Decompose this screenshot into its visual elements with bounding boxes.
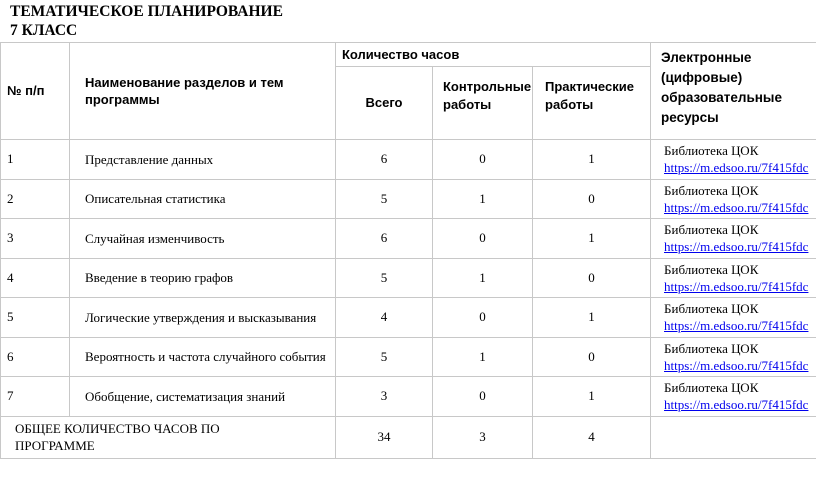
resource-label: Библиотека ЦОК [664,380,759,395]
table-row [1,140,816,180]
row-resource [651,377,816,417]
row-num: 6 [1,337,70,377]
row-total: 5 [336,258,433,298]
table-row [1,337,816,377]
row-control: 0 [433,140,533,180]
header-hours: Количество часов [336,43,651,67]
resource-link[interactable]: https://m.edsoo.ru/7f415fdc [664,278,809,294]
resource-link[interactable]: https://m.edsoo.ru/7f415fdc [664,357,809,373]
resource-link[interactable]: https://m.edsoo.ru/7f415fdc [664,199,809,215]
resource-label: Библиотека ЦОК [664,261,759,277]
resource-label: Библиотека ЦОК [664,222,759,237]
row-practical: 1 [533,140,651,180]
row-num: 5 [1,298,70,338]
row-control: 1 [433,179,533,219]
resource-link[interactable]: https://m.edsoo.ru/7f415fdc [664,318,809,333]
row-name: Случайная изменчивость [70,219,336,259]
row-name: Введение в теорию графов [70,258,336,298]
row-num: 7 [1,377,70,417]
summary-row [1,416,816,458]
resource-link[interactable]: https://m.edsoo.ru/7f415fdc [664,397,809,412]
resource-label: Библиотека ЦОК [664,301,759,316]
table-row [1,377,816,417]
header-practical: Практические работы [533,67,651,140]
resource-link[interactable]: https://m.edsoo.ru/7f415fdc [664,160,809,175]
row-practical: 0 [533,179,651,219]
header-control: Контрольные работы [433,67,533,140]
row-resource [651,258,816,298]
summary-resource [651,416,816,458]
row-practical: 0 [533,258,651,298]
row-resource [651,219,816,259]
row-control: 1 [433,258,533,298]
resource-label: Библиотека ЦОК [664,143,759,158]
header-num: № п/п [1,43,70,140]
row-total: 5 [336,337,433,377]
table-row [1,219,816,259]
row-practical: 1 [533,298,651,338]
row-total: 6 [336,140,433,180]
row-practical: 1 [533,219,651,259]
summary-practical: 4 [533,416,651,458]
summary-total: 34 [336,416,433,458]
resource-link[interactable]: https://m.edsoo.ru/7f415fdc [664,239,809,254]
row-total: 4 [336,298,433,338]
table-row [1,179,816,219]
row-practical: 0 [533,337,651,377]
row-resource [651,298,816,338]
row-name: Логические утверждения и высказывания [70,298,336,338]
row-control: 0 [433,298,533,338]
row-resource [651,140,816,180]
row-num: 4 [1,258,70,298]
table-row [1,258,816,298]
header-resources: Электронные (цифровые) образовательные ресурсы [651,43,816,140]
row-resource [651,179,816,219]
header-name: Наименование разделов и тем программы [70,43,336,140]
summary-label: ОБЩЕЕ КОЛИЧЕСТВО ЧАСОВ ПО ПРОГРАММЕ [1,416,336,458]
title-line-2: 7 КЛАСС [10,22,78,39]
header-row [1,43,816,67]
document-title [10,2,283,40]
table-row [1,298,816,338]
row-total: 6 [336,219,433,259]
row-num: 1 [1,140,70,180]
title-line-1: ТЕМАТИЧЕСКОЕ ПЛАНИРОВАНИЕ [10,3,283,20]
row-num: 3 [1,219,70,259]
header-total: Всего [336,67,433,140]
summary-control: 3 [433,416,533,458]
row-name: Обобщение, систематизация знаний [70,377,336,417]
resource-label: Библиотека ЦОК [664,182,759,198]
row-practical: 1 [533,377,651,417]
row-resource [651,337,816,377]
row-name: Описательная статистика [70,179,336,219]
row-control: 0 [433,219,533,259]
row-name: Вероятность и частота случайного события [70,337,336,377]
row-total: 3 [336,377,433,417]
row-num: 2 [1,179,70,219]
resource-label: Библиотека ЦОК [664,340,759,356]
row-control: 1 [433,337,533,377]
planning-table [0,42,816,459]
row-control: 0 [433,377,533,417]
row-total: 5 [336,179,433,219]
row-name: Представление данных [70,140,336,180]
